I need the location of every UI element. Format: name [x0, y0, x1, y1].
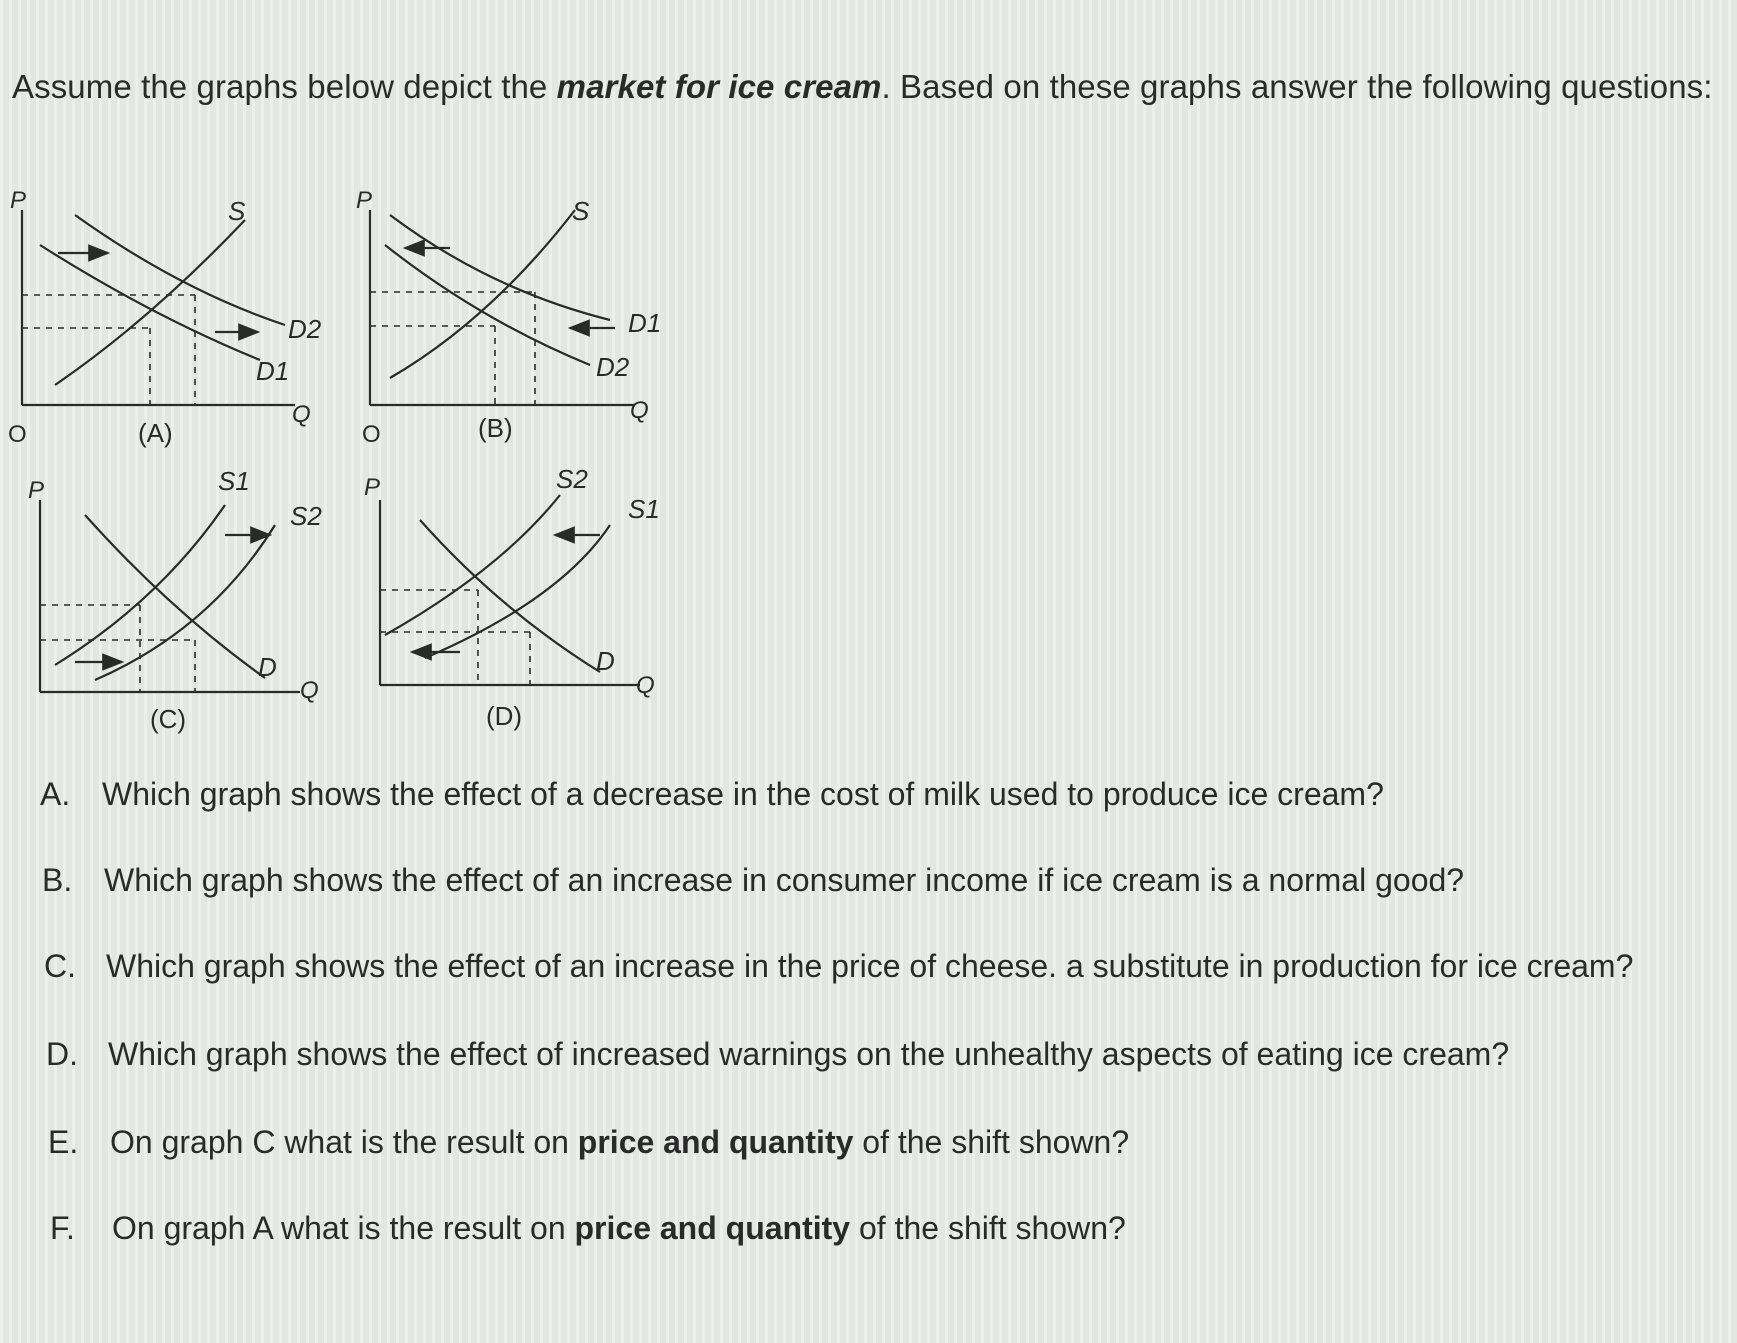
graph-d-label-s1: S1	[628, 494, 660, 524]
graph-c-label-s1: S1	[218, 466, 250, 496]
intro-emphasis: market for ice cream	[556, 68, 882, 105]
graph-c-label-s2: S2	[290, 501, 322, 531]
graph-a-origin: O	[8, 421, 27, 448]
question-f	[50, 1210, 1126, 1247]
question-d-letter: D.	[46, 1036, 78, 1072]
graph-c-label-d: D	[258, 652, 277, 682]
graph-b-origin: O	[362, 421, 381, 448]
question-c-letter: C.	[44, 948, 76, 984]
graph-d-label-s2: S2	[556, 464, 588, 494]
graph-b-label-s: S	[572, 196, 590, 226]
question-f-letter: F.	[50, 1210, 75, 1246]
graph-a-x-label: Q	[292, 401, 311, 428]
question-e-text-before: On graph C what is the result on	[110, 1124, 578, 1160]
intro-after: . Based on these graphs answer the following questions:	[881, 68, 1713, 105]
intro-before: Assume the graphs below depict the	[12, 68, 557, 105]
question-a	[40, 776, 1384, 813]
question-b	[42, 862, 1464, 899]
graph-b-x-label: Q	[630, 397, 649, 424]
graph-a-label-d1: D1	[256, 356, 290, 386]
graph-d-caption: (D)	[486, 701, 523, 731]
graph-d-x-label: Q	[636, 672, 655, 699]
graph-a-y-label: P	[10, 187, 27, 214]
question-a-text: Which graph shows the effect of a decrease in the cost of milk used to produce ice cream?	[102, 776, 1384, 812]
graph-a-demand-d2	[75, 215, 285, 325]
graph-c-supply-s2	[95, 525, 275, 680]
question-a-letter: A.	[40, 776, 71, 812]
question-b-letter: B.	[42, 862, 73, 898]
graph-b-demand-d1	[390, 215, 610, 320]
graph-a	[22, 210, 295, 405]
graph-a-label-d2: D2	[288, 314, 322, 344]
question-f-text-before: On graph A what is the result on	[112, 1210, 575, 1246]
graph-b-caption: (B)	[478, 413, 513, 443]
graphs-figure	[0, 180, 700, 740]
graph-c-demand-d	[85, 515, 265, 678]
question-b-text: Which graph shows the effect of an increase in consumer income if ice cream is a normal good?	[104, 862, 1465, 898]
question-c	[44, 948, 1633, 985]
graph-a-supply-curve	[55, 220, 245, 385]
question-c-text: Which graph shows the effect of an increase in the price of cheese. a substitute in production for ice cream?	[106, 948, 1634, 984]
graph-a-caption: (A)	[138, 418, 173, 448]
question-e	[48, 1124, 1129, 1161]
graph-b-label-d2: D2	[596, 352, 630, 382]
graph-a-label-s: S	[228, 196, 246, 226]
graph-c-x-label: Q	[300, 677, 319, 704]
graph-d-label-d: D	[596, 646, 615, 676]
graph-c-caption: (C)	[150, 704, 187, 734]
question-e-letter: E.	[48, 1124, 79, 1160]
question-e-text-after: of the shift shown?	[853, 1124, 1130, 1160]
question-f-bold: price and quantity	[574, 1210, 851, 1246]
question-d-text: Which graph shows the effect of increased warnings on the unhealthy aspects of eating ice cream?	[108, 1036, 1510, 1072]
intro-text	[12, 68, 1722, 106]
graph-c-y-label: P	[28, 477, 45, 504]
question-e-bold: price and quantity	[577, 1124, 854, 1160]
graph-d-y-label: P	[364, 474, 381, 501]
question-f-text-after: of the shift shown?	[850, 1210, 1126, 1246]
graph-b-label-d1: D1	[628, 308, 662, 338]
graph-d-supply-s2	[385, 495, 560, 635]
question-d	[46, 1036, 1509, 1073]
graph-b-y-label: P	[356, 187, 373, 214]
